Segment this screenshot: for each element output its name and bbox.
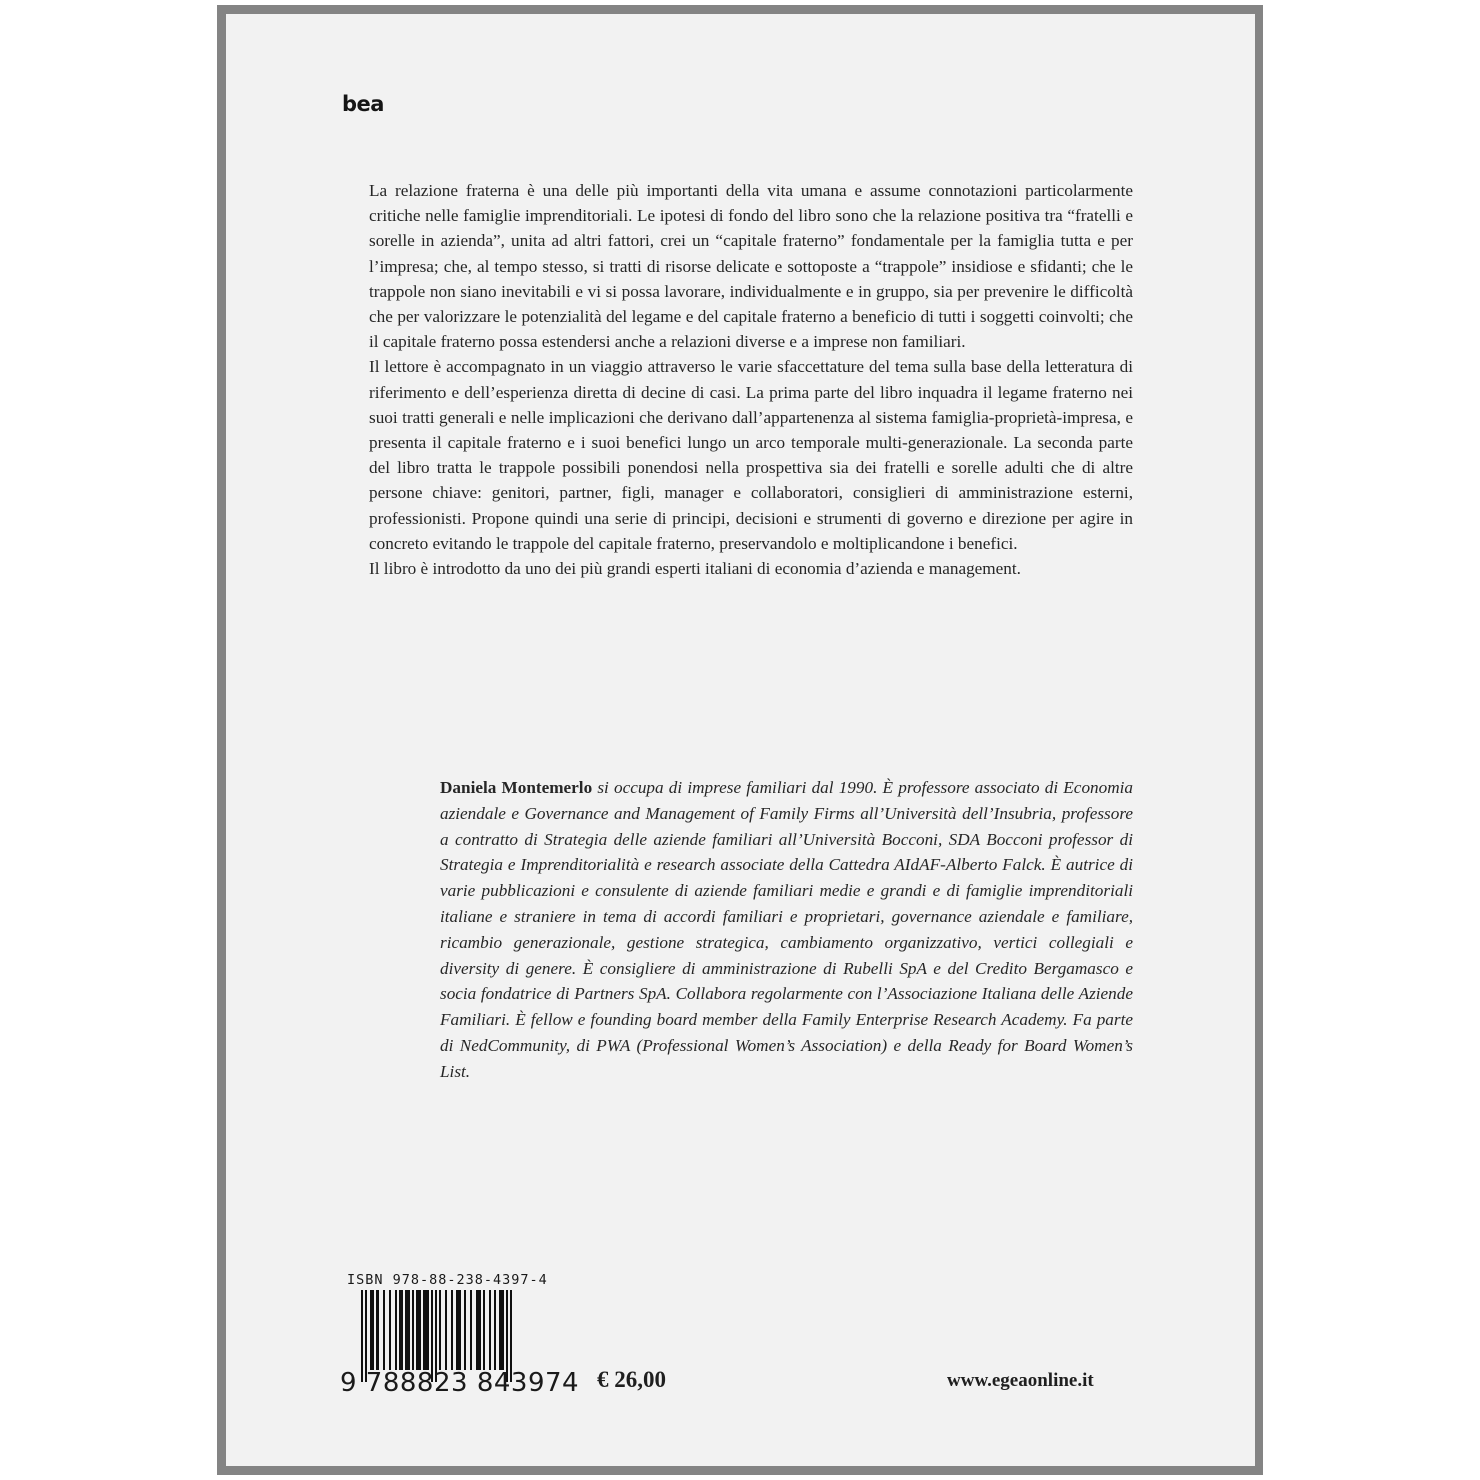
price: € 26,00 — [597, 1367, 666, 1392]
author-bio-text: si occupa di imprese familiari dal 1990. È professore associato di Economia aziendale e Governance and Management of Family Firms all’Università dell’Insubria, professore a contratto di Strategia delle aziende familiari all’Università Bocconi, SDA Bocconi professor di Strategia e Imprenditorialità e research associate della Cattedra AIdAF-Alberto Falck. È autrice di varie pubblicazioni e consulente di aziende familiari medie e grandi e di famiglie imprenditoriali italiane e straniere in tema di accordi familiari e proprietari, governance aziendale e familiare, ricambio generazionale, gestione strategica, cambiamento organizzativo, vertici collegiali e diversity di genere. È consigliere di amministrazione di Rubelli SpA e del Credito Bergamasco e socia fondatrice di Partners SpA. Collabora regolarmente con l’Associazione Italiana delle Aziende Familiari. È fellow e founding board member della Family Enterprise Research Academy. Fa parte di NedCommunity, di PWA (Professional Women’s Association) e della Ready for Board Women’s List. — [440, 778, 1134, 1081]
description-paragraph-1: La relazione fraterna è una delle più importanti della vita umana e assume connotazioni particolarmente critiche nelle famiglie imprenditoriali. Le ipotesi di fondo del libro sono che la relazione positiva tra “fratelli e sorelle in azienda”, unita ad altri fattori, crei un “capitale fraterno” fondamentale per la famiglia tutta e per l’impresa; che, al tempo stesso, si tratti di risorse delicate e sottoposte a “trappole” insidiose e sfidanti; che le trappole non siano inevitabili e vi si possa lavorare, individualmente e in gruppo, sia per prevenire le difficoltà che per valorizzare le potenzialità del legame e del capitale fraterno a beneficio di tutti i soggetti coinvolti; che il capitale fraterno possa estendersi anche a relazioni diverse e a imprese non familiari. — [369, 181, 1133, 352]
author-name: Daniela Montemerlo — [440, 778, 593, 797]
publisher-website: www.egeaonline.it — [947, 1370, 1094, 1391]
author-bio — [440, 775, 1133, 1085]
book-description — [369, 178, 1133, 581]
barcode-icon — [361, 1290, 551, 1375]
description-paragraph-2: Il lettore è accompagnato in un viaggio attraverso le varie sfaccettature del tema sulla base della letteratura di riferimento e dell’esperienza diretta di decine di casi. La prima parte del libro inquadra il legame fraterno nei suoi tratti generali e nelle implicazioni che derivano dall’appartenenza al sistema famiglia-proprietà-impresa, e presenta il capitale fraterno e i suoi benefici lungo un arco temporale multi-generazionale. La seconda parte del libro tratta le trappole possibili ponendosi nella prospettiva sia dei fratelli e sorelle adulti che di altre persone chiave: genitori, partner, figli, manager e collaboratori, consiglieri di amministrazione esterni, professionisti. Propone quindi una serie di principi, decisioni e strumenti di governo e direzione per agire in concreto evitando le trappole del capitale fraterno, preservandolo e moltiplicandone i benefici. — [369, 357, 1133, 553]
description-paragraph-3: Il libro è introdotto da uno dei più grandi esperti italiani di economia d’azienda e management. — [369, 559, 1021, 579]
isbn-label: ISBN 978-88-238-4397-4 — [347, 1272, 548, 1288]
publisher-logo: bea — [342, 92, 384, 116]
barcode-number: 9 788823 843974 — [340, 1368, 580, 1398]
